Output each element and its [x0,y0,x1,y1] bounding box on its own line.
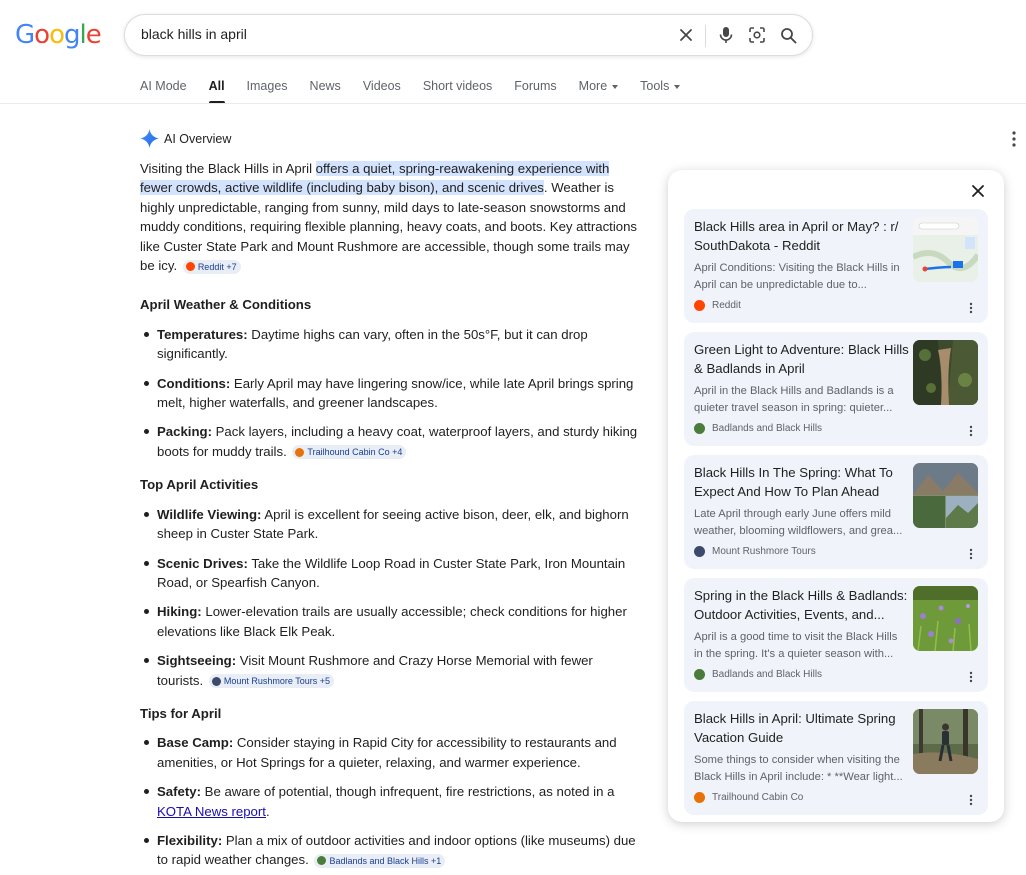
bullet-list [140,505,640,690]
source-chip[interactable] [292,445,406,459]
list-item [140,651,640,690]
logo-letter: l [79,20,86,50]
chevron-down-icon [674,85,680,89]
tab-ai-mode[interactable] [140,79,187,103]
source-site [694,792,803,803]
source-name: Reddit [712,300,741,311]
more-options-icon[interactable] [968,302,974,314]
intro-text: Visiting the Black Hills in April [140,161,316,176]
source-card[interactable] [684,578,988,692]
source-site [694,300,741,311]
tab-label: More [578,79,608,93]
source-card[interactable] [684,332,988,446]
source-name: Trailhound Cabin Co [712,792,804,803]
search-input[interactable] [141,26,641,42]
tab-more[interactable] [579,79,618,103]
source-title[interactable]: Black Hills In The Spring: What To Expect And How To Plan Ahead [694,465,893,499]
ai-overview-title: AI Overview [164,131,232,146]
more-options-icon[interactable] [968,671,974,683]
item-term: Base Camp: [157,735,234,751]
microphone-icon[interactable] [714,23,738,47]
search-box [124,14,813,56]
item-term: Scenic Drives: [157,555,248,571]
source-snippet: April in the Black Hills and Badlands is a quieter travel season in spring: quieter... [694,385,894,414]
source-chip[interactable] [209,674,334,688]
list-item [140,782,640,821]
item-text: April is excellent for seeing active bison, deer, elk, and bighorn sheep in Custer State Park. [157,506,629,542]
chip-label: Reddit +7 [197,261,237,272]
source-name: Mount Rushmore Tours [712,546,816,557]
tab-images[interactable] [247,79,288,103]
badlands-icon [694,669,705,680]
source-site [694,669,822,680]
source-title[interactable]: Black Hills area in April or May? : r/ SouthDakota - Reddit [694,219,899,253]
item-text: . [265,803,270,819]
item-term: Conditions: [157,375,231,391]
tab-all[interactable] [209,79,225,103]
chip-label: Trailhound Cabin Co +4 [307,447,403,458]
tab-short-videos[interactable] [423,79,492,103]
meadow-thumbnail[interactable] [913,586,978,651]
more-options-icon[interactable] [1008,130,1020,148]
item-term: Wildlife Viewing: [157,506,262,522]
more-options-icon[interactable] [968,548,974,560]
item-text: Lower-elevation trails are usually accessible; check conditions for higher elevations like Black Elk Peak. [157,604,627,639]
list-item [140,374,640,413]
badlands-icon [694,423,705,434]
list-item [140,602,640,641]
tab-news[interactable] [310,79,341,103]
logo-letter: G [15,20,35,50]
list-item [140,505,640,544]
item-term: Temperatures: [157,326,248,342]
source-title[interactable]: Green Light to Adventure: Black Hills & Badlands in April [694,342,909,376]
bullet-list [140,325,640,461]
sources-panel [668,170,1004,822]
list-item [140,325,640,364]
item-term: Flexibility: [157,832,223,848]
item-term: Safety: [157,784,201,800]
source-card[interactable] [684,455,988,569]
trailhound-icon [694,792,705,803]
source-snippet: Some things to consider when visiting the Black Hills in April include: * **Wear light... [694,754,903,783]
source-site [694,423,822,434]
collage-thumbnail[interactable] [913,463,978,528]
trailhound-icon [295,448,304,457]
reddit-icon [694,300,705,311]
section-heading: April Weather & Conditions [140,297,312,313]
source-card[interactable] [684,701,988,815]
source-chip[interactable] [183,260,241,274]
mount-rushmore-icon [212,677,221,686]
item-text: Be aware of potential, though infrequent, fire restrictions, as noted in a [200,784,615,800]
search-tabs [140,79,702,103]
chip-label: Badlands and Black Hills +1 [329,855,442,866]
source-chip[interactable] [314,854,445,868]
tab-label: News [309,79,341,93]
tab-tools[interactable] [640,79,680,103]
item-text: Plan a mix of outdoor activities and indoor options (like museums) due to rapid weather changes. [157,832,636,868]
list-item [140,422,640,461]
more-options-icon[interactable] [968,425,974,437]
more-options-icon[interactable] [968,794,974,806]
logo-letter: o [34,20,50,50]
camera-search-icon[interactable] [745,23,769,47]
map-thumbnail[interactable] [913,217,978,282]
list-item [140,554,640,593]
search-divider [705,25,706,47]
header-divider [0,103,1026,104]
tab-label: Forums [514,79,557,93]
forest-hiker-thumbnail[interactable] [913,709,978,774]
logo-letter: o [49,20,64,50]
item-text: Daytime highs can vary, often in the 50s°F, but it can drop significantly. [157,326,588,362]
tab-label: Videos [362,79,401,93]
logo-letter: e [85,20,101,50]
tab-label: Images [246,79,288,93]
tab-label: Short videos [422,79,493,93]
source-snippet: Late April through early June offers mild weather, blooming wildflowers, and grea... [694,508,903,537]
item-term: Hiking: [157,604,202,620]
item-text: Consider staying in Rapid City for accessibility to restaurants and amenities, or Hot Springs for a quieter, relaxing, and warmer experience. [157,735,617,770]
item-text: Visit Mount Rushmore and Crazy Horse Memorial with fewer tourists. [157,653,593,688]
overview-intro [140,159,640,275]
list-item [140,831,640,870]
tab-forums[interactable] [514,79,556,103]
source-name: Badlands and Black Hills [712,423,823,434]
canyon-thumbnail[interactable] [913,340,978,405]
reddit-icon [186,262,195,271]
item-text: Pack layers, including a heavy coat, waterproof layers, and sturdy hiking boots for muddy trails. [157,424,638,459]
item-text: Take the Wildlife Loop Road in Custer State Park, Iron Mountain Road, or Spearfish Canyon. [157,555,626,590]
intro-highlight[interactable]: offers a quiet, spring-reawakening experience with fewer crowds, active wildlife (including baby bison), and scenic drives [140,161,610,196]
tab-label: AI Mode [140,79,187,93]
google-logo[interactable] [15,20,101,50]
badlands-icon [317,856,326,865]
section-heading: Tips for April [140,705,222,721]
source-card[interactable] [684,209,988,323]
source-snippet: April is a good time to visit the Black Hills in the spring. It's a quieter season with... [694,631,898,660]
tab-label: All [208,79,225,93]
tab-label: Tools [640,79,670,93]
ai-overview-body [140,159,640,875]
sparkle-icon [140,129,159,148]
bullet-list [140,733,640,869]
source-title[interactable]: Black Hills in April: Ultimate Spring Vacation Guide [694,711,896,745]
section-heading: Top April Activities [140,477,259,493]
ai-overview-header [140,129,231,148]
item-text: Early April may have lingering snow/ice, while late April brings spring melt, higher waterfalls, and greener landscapes. [157,375,634,411]
source-site [694,546,816,557]
kota-news-link[interactable]: KOTA News report [157,803,266,819]
chevron-down-icon [612,85,618,89]
item-term: Sightseeing: [157,653,237,669]
item-term: Packing: [157,424,212,440]
logo-letter: g [64,20,80,50]
chip-label: Mount Rushmore Tours +5 [223,676,330,687]
source-title[interactable]: Spring in the Black Hills & Badlands: Outdoor Activities, Events, and... [694,588,908,622]
list-item [140,733,640,772]
tab-videos[interactable] [363,79,401,103]
intro-text: . Weather is highly unpredictable, ranging from sunny, mild days to late-season snowstorms and muddy conditions, requiring flexible planning, heavy coats, and boots. Key attractions like Custer State Park and Mount Rushmore are accessible, though some trails may be icy. [140,180,638,274]
source-name: Badlands and Black Hills [712,669,823,680]
search-icon[interactable] [776,23,800,47]
close-icon[interactable] [970,183,986,199]
clear-icon[interactable] [674,23,698,47]
mount-rushmore-icon [694,546,705,557]
source-snippet: April Conditions: Visiting the Black Hills in April can be unpredictable due to... [694,262,900,291]
